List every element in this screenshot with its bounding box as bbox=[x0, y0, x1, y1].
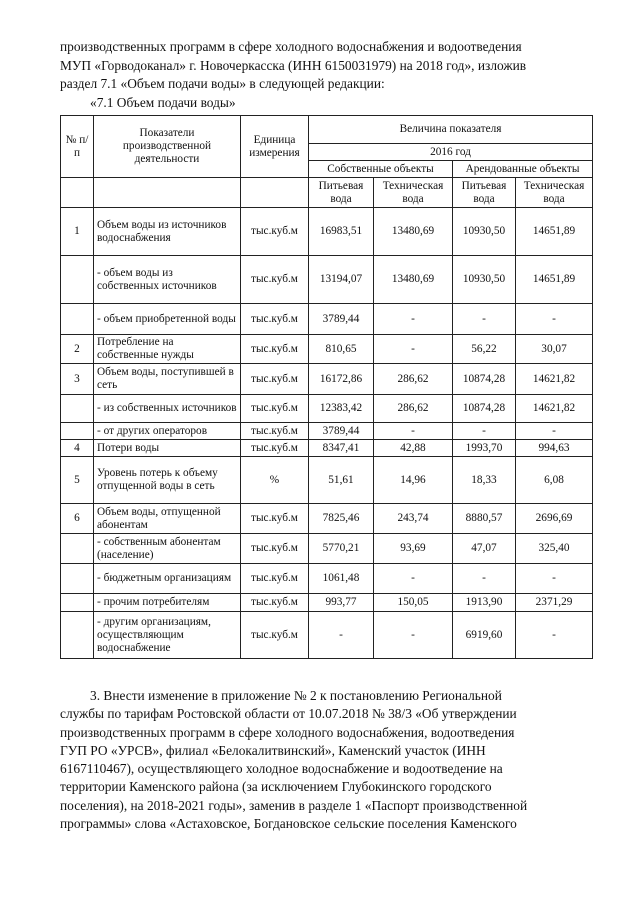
paragraph-3-line-1: 3. Внести изменение в приложение № 2 к постановлению Региональной bbox=[90, 688, 502, 703]
row-drinking-leased: 10930,50 bbox=[453, 208, 516, 256]
row-drinking-leased: 10874,28 bbox=[453, 364, 516, 395]
row-technical-own: - bbox=[374, 335, 453, 364]
row-technical-own: 14,96 bbox=[374, 457, 453, 504]
row-number: 4 bbox=[61, 440, 94, 457]
row-indicator: - прочим потребителям bbox=[94, 594, 241, 612]
row-indicator: - объем приобретенной воды bbox=[94, 304, 241, 335]
row-technical-leased: 325,40 bbox=[516, 534, 593, 564]
row-indicator: Потребление на собственные нужды bbox=[94, 335, 241, 364]
section-title: «7.1 Объем подачи воды» bbox=[90, 94, 236, 110]
row-number: 3 bbox=[61, 364, 94, 395]
row-number: 6 bbox=[61, 504, 94, 534]
row-indicator: - из собственных источников bbox=[94, 395, 241, 423]
row-drinking-own: 1061,48 bbox=[309, 564, 374, 594]
row-indicator: - собственным абонентам (население) bbox=[94, 534, 241, 564]
table-row bbox=[61, 364, 593, 395]
table-row bbox=[61, 612, 593, 659]
header-value: Величина показателя bbox=[309, 116, 593, 144]
row-number bbox=[61, 395, 94, 423]
header-year: 2016 год bbox=[309, 144, 593, 161]
row-drinking-leased: 56,22 bbox=[453, 335, 516, 364]
row-drinking-own: 7825,46 bbox=[309, 504, 374, 534]
table-body bbox=[61, 208, 593, 659]
row-technical-leased: 14651,89 bbox=[516, 256, 593, 304]
row-technical-leased: 994,63 bbox=[516, 440, 593, 457]
row-unit: % bbox=[241, 457, 309, 504]
row-technical-leased: - bbox=[516, 564, 593, 594]
row-indicator: - другим организациям, осуществляющим водоснабжение bbox=[94, 612, 241, 659]
row-unit: тыс.куб.м bbox=[241, 504, 309, 534]
row-drinking-leased: 6919,60 bbox=[453, 612, 516, 659]
water-supply-table bbox=[60, 115, 593, 659]
intro-text bbox=[60, 38, 600, 112]
paragraph-3-line-2: службы по тарифам Ростовской области от 10.07.2018 № 38/3 «Об утверждении bbox=[60, 706, 517, 722]
row-drinking-own: 16172,86 bbox=[309, 364, 374, 395]
row-indicator: Уровень потерь к объему отпущенной воды в сеть bbox=[94, 457, 241, 504]
row-drinking-own: 8347,41 bbox=[309, 440, 374, 457]
row-technical-own: 42,88 bbox=[374, 440, 453, 457]
row-technical-own: - bbox=[374, 304, 453, 335]
intro-line-3: раздел 7.1 «Объем подачи воды» в следующей редакции: bbox=[60, 76, 385, 91]
row-indicator: Объем воды, отпущенной абонентам bbox=[94, 504, 241, 534]
table-row bbox=[61, 534, 593, 564]
paragraph-3-line-4: ГУП РО «УРСВ», филиал «Белокалитвинский», Каменский участок (ИНН bbox=[60, 742, 486, 758]
row-indicator: - бюджетным организациям bbox=[94, 564, 241, 594]
row-number bbox=[61, 304, 94, 335]
row-drinking-leased: - bbox=[453, 304, 516, 335]
table-row bbox=[61, 208, 593, 256]
row-technical-leased: 30,07 bbox=[516, 335, 593, 364]
paragraph-3-line-8: программы» слова «Астаховское, Богдановское сельские поселения Каменского bbox=[60, 816, 517, 832]
intro-line-1: производственных программ в сфере холодного водоснабжения и водоотведения bbox=[60, 39, 522, 54]
row-unit: тыс.куб.м bbox=[241, 364, 309, 395]
row-unit: тыс.куб.м bbox=[241, 304, 309, 335]
row-drinking-own: - bbox=[309, 612, 374, 659]
row-indicator: Объем воды из источников водоснабжения bbox=[94, 208, 241, 256]
row-drinking-leased: 10874,28 bbox=[453, 395, 516, 423]
header-drinking-own: Питьевая вода bbox=[309, 178, 374, 208]
row-number bbox=[61, 534, 94, 564]
row-drinking-leased: - bbox=[453, 564, 516, 594]
header-indicator: Показатели производственной деятельности bbox=[94, 116, 241, 178]
row-technical-own: - bbox=[374, 612, 453, 659]
row-unit: тыс.куб.м bbox=[241, 423, 309, 440]
row-unit: тыс.куб.м bbox=[241, 440, 309, 457]
table-row bbox=[61, 423, 593, 440]
row-technical-own: 286,62 bbox=[374, 395, 453, 423]
row-drinking-leased: 10930,50 bbox=[453, 256, 516, 304]
row-technical-leased: - bbox=[516, 423, 593, 440]
row-indicator: Объем воды, поступившей в сеть bbox=[94, 364, 241, 395]
row-drinking-own: 12383,42 bbox=[309, 395, 374, 423]
table-row bbox=[61, 304, 593, 335]
row-technical-leased: 2371,29 bbox=[516, 594, 593, 612]
row-technical-own: 13480,69 bbox=[374, 208, 453, 256]
row-unit: тыс.куб.м bbox=[241, 208, 309, 256]
header-unit: Единица измерения bbox=[241, 116, 309, 178]
row-drinking-own: 5770,21 bbox=[309, 534, 374, 564]
row-drinking-own: 51,61 bbox=[309, 457, 374, 504]
row-unit: тыс.куб.м bbox=[241, 335, 309, 364]
paragraph-3-line-5: 6167110467), осуществляющего холодное водоснабжение и водоотведение на bbox=[60, 761, 503, 777]
row-number: 5 bbox=[61, 457, 94, 504]
header-empty-1 bbox=[61, 178, 94, 208]
row-technical-leased: - bbox=[516, 612, 593, 659]
row-unit: тыс.куб.м bbox=[241, 612, 309, 659]
row-drinking-own: 3789,44 bbox=[309, 423, 374, 440]
row-drinking-own: 810,65 bbox=[309, 335, 374, 364]
table-row bbox=[61, 335, 593, 364]
row-technical-own: - bbox=[374, 423, 453, 440]
row-technical-leased: - bbox=[516, 304, 593, 335]
row-unit: тыс.куб.м bbox=[241, 564, 309, 594]
intro-line-2: МУП «Горводоканал» г. Новочеркасска (ИНН 6150031979) на 2018 год», изложив bbox=[60, 57, 527, 73]
row-indicator: - от других операторов bbox=[94, 423, 241, 440]
row-unit: тыс.куб.м bbox=[241, 395, 309, 423]
header-technical-leased: Техническая вода bbox=[516, 178, 593, 208]
header-empty-2 bbox=[94, 178, 241, 208]
row-unit: тыс.куб.м bbox=[241, 256, 309, 304]
table-row bbox=[61, 594, 593, 612]
table-row bbox=[61, 457, 593, 504]
row-drinking-own: 993,77 bbox=[309, 594, 374, 612]
header-own: Собственные объекты bbox=[309, 161, 453, 178]
row-number: 1 bbox=[61, 208, 94, 256]
header-num: № п/п bbox=[61, 116, 94, 178]
row-indicator: Потери воды bbox=[94, 440, 241, 457]
row-drinking-own: 3789,44 bbox=[309, 304, 374, 335]
paragraph-3-line-3: производственных программ в сфере холодного водоснабжения, водоотведения bbox=[60, 724, 515, 740]
row-technical-leased: 14621,82 bbox=[516, 364, 593, 395]
table-row bbox=[61, 504, 593, 534]
row-number bbox=[61, 612, 94, 659]
row-unit: тыс.куб.м bbox=[241, 534, 309, 564]
row-indicator: - объем воды из собственных источников bbox=[94, 256, 241, 304]
row-technical-own: 243,74 bbox=[374, 504, 453, 534]
row-technical-own: 93,69 bbox=[374, 534, 453, 564]
row-number bbox=[61, 256, 94, 304]
header-technical-own: Техническая вода bbox=[374, 178, 453, 208]
table-row bbox=[61, 564, 593, 594]
row-drinking-leased: 47,07 bbox=[453, 534, 516, 564]
paragraph-3-line-6: территории Каменского района (за исключением Глубокинского городского bbox=[60, 779, 492, 795]
row-drinking-leased: - bbox=[453, 423, 516, 440]
row-technical-leased: 6,08 bbox=[516, 457, 593, 504]
row-technical-leased: 2696,69 bbox=[516, 504, 593, 534]
header-leased: Арендованные объекты bbox=[453, 161, 593, 178]
row-technical-own: 13480,69 bbox=[374, 256, 453, 304]
row-technical-own: 150,05 bbox=[374, 594, 453, 612]
row-number bbox=[61, 594, 94, 612]
header-empty-3 bbox=[241, 178, 309, 208]
row-unit: тыс.куб.м bbox=[241, 594, 309, 612]
row-drinking-leased: 1913,90 bbox=[453, 594, 516, 612]
row-technical-leased: 14621,82 bbox=[516, 395, 593, 423]
row-technical-own: 286,62 bbox=[374, 364, 453, 395]
table-row bbox=[61, 395, 593, 423]
row-number bbox=[61, 564, 94, 594]
row-drinking-leased: 1993,70 bbox=[453, 440, 516, 457]
row-drinking-leased: 8880,57 bbox=[453, 504, 516, 534]
row-number bbox=[61, 423, 94, 440]
row-drinking-own: 13194,07 bbox=[309, 256, 374, 304]
paragraph-3 bbox=[60, 687, 595, 833]
row-number: 2 bbox=[61, 335, 94, 364]
row-technical-leased: 14651,89 bbox=[516, 208, 593, 256]
row-drinking-leased: 18,33 bbox=[453, 457, 516, 504]
row-drinking-own: 16983,51 bbox=[309, 208, 374, 256]
paragraph-3-line-7: поселения), на 2018-2021 годы», заменив в разделе 1 «Паспорт производственной bbox=[60, 797, 528, 813]
table-row bbox=[61, 256, 593, 304]
header-drinking-leased: Питьевая вода bbox=[453, 178, 516, 208]
table-row bbox=[61, 440, 593, 457]
row-technical-own: - bbox=[374, 564, 453, 594]
